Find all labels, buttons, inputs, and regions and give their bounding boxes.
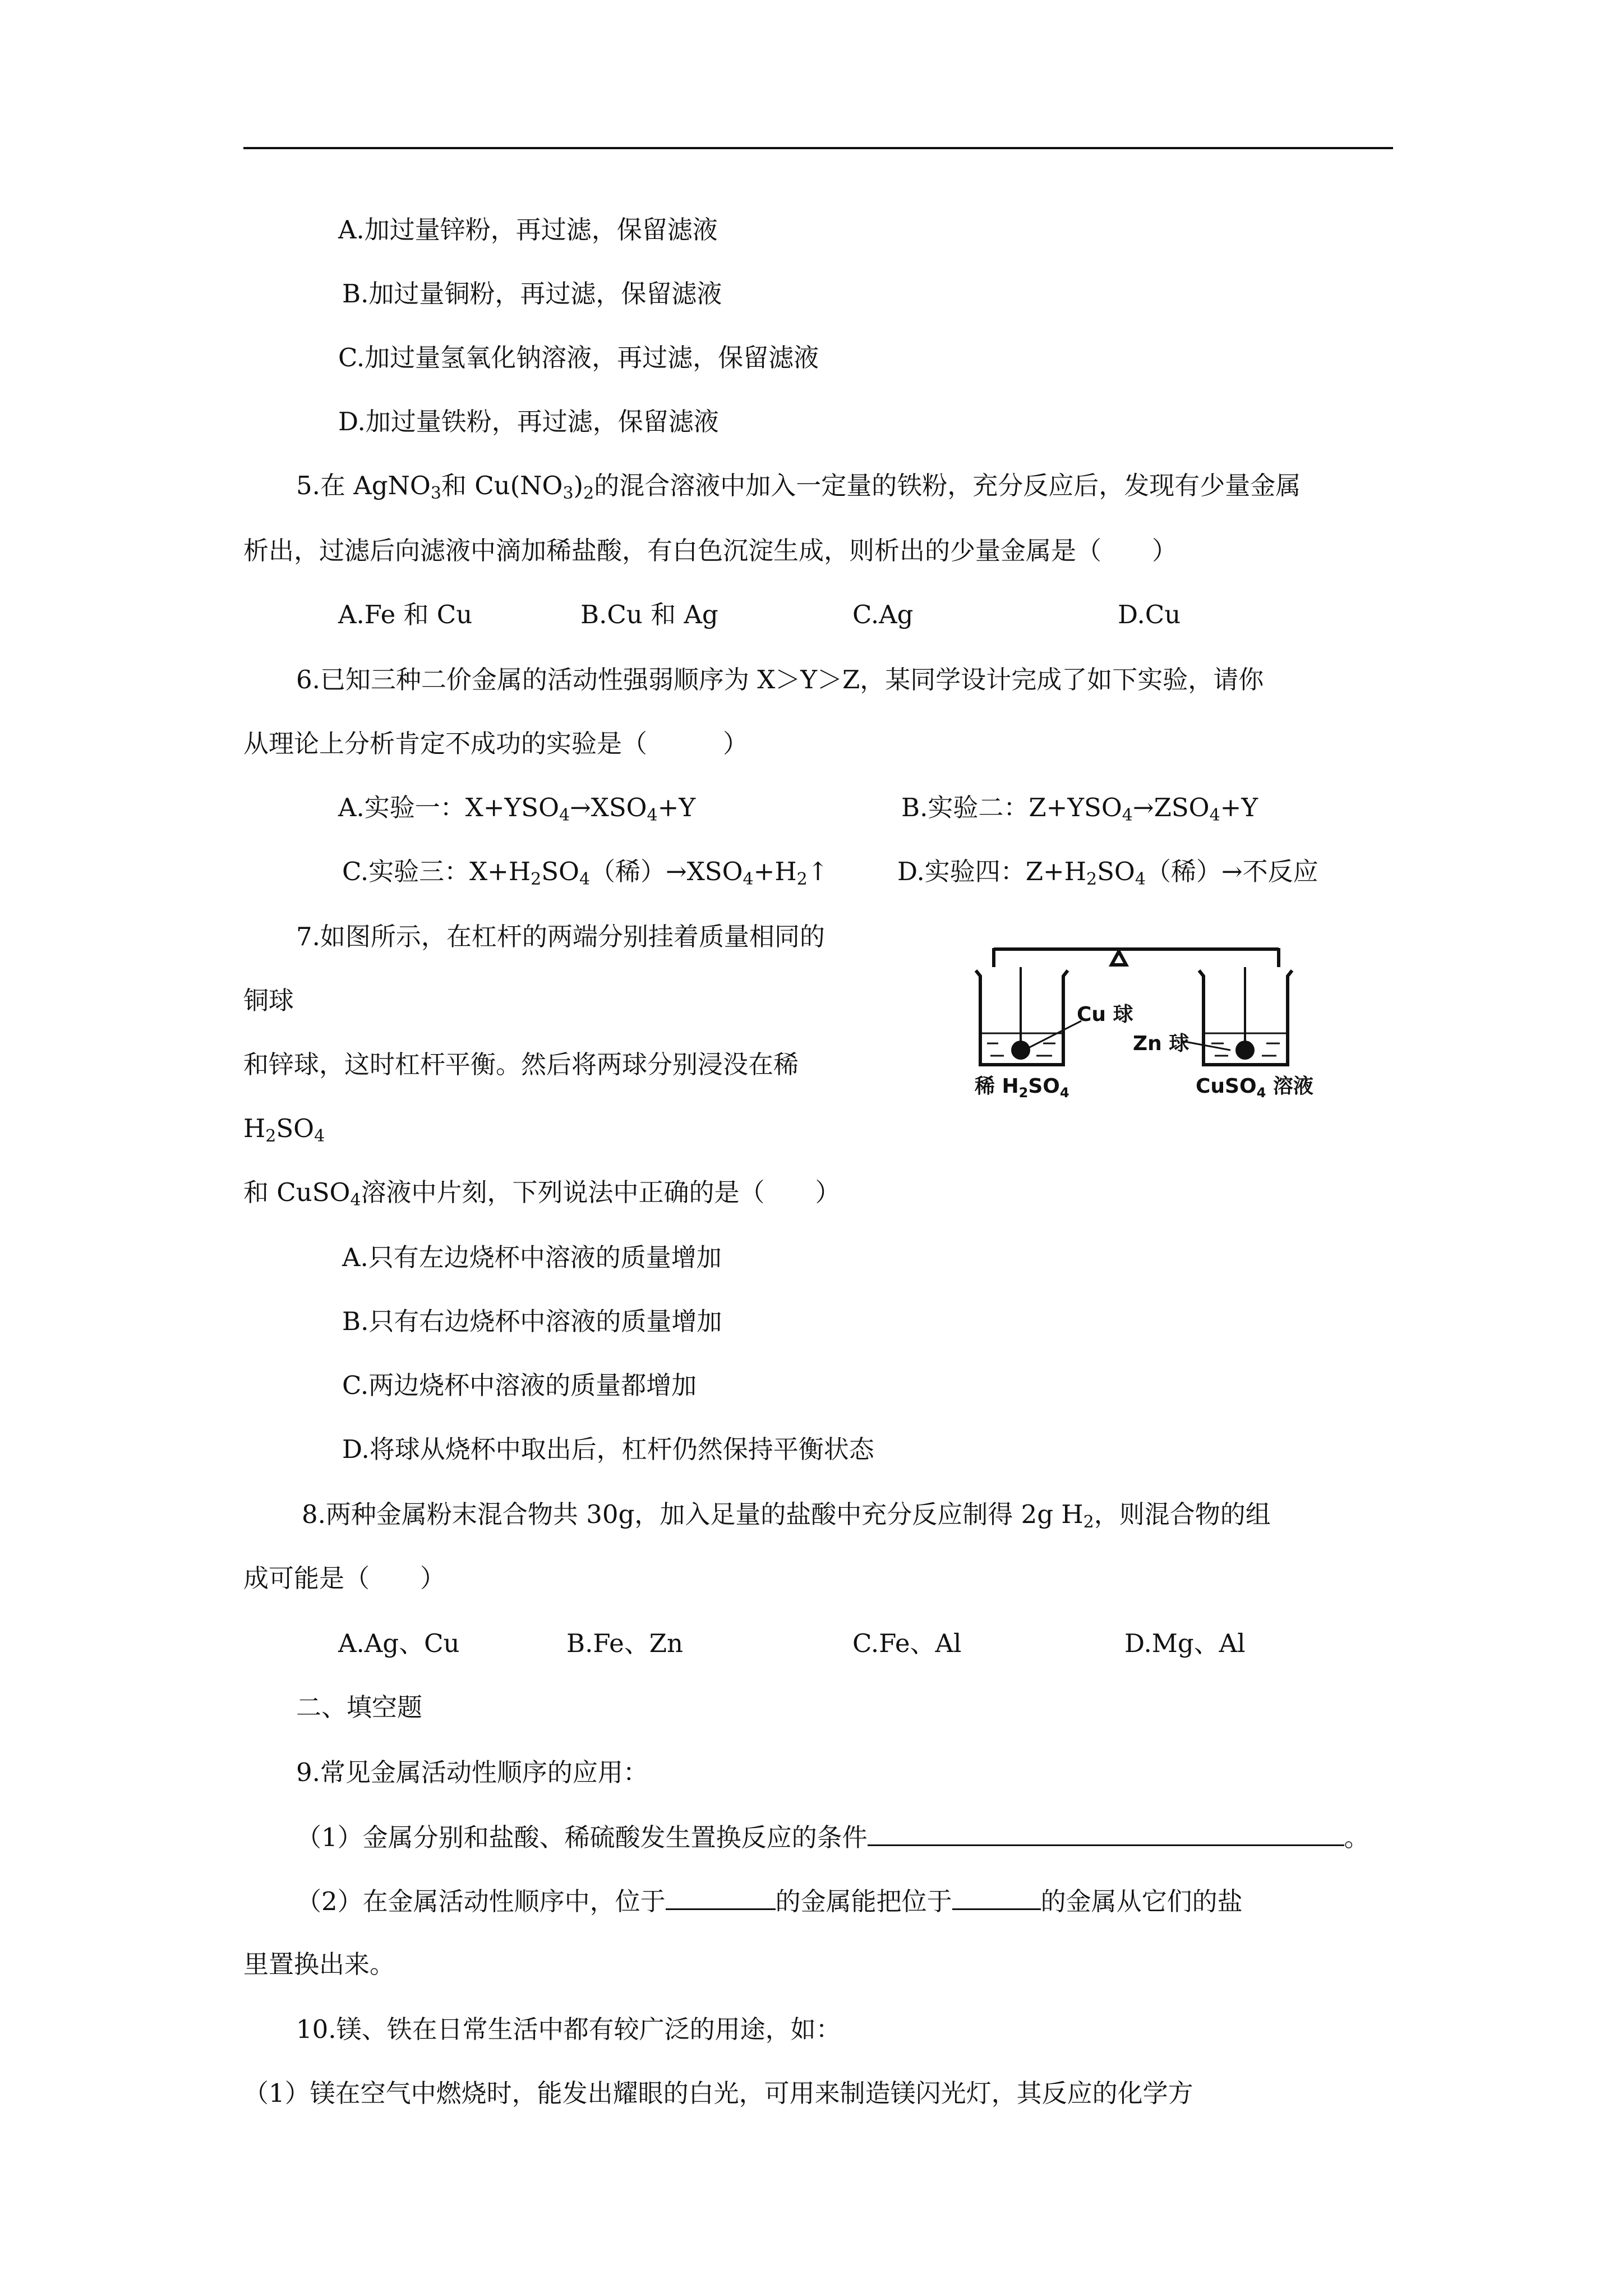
cu-ball [1011,1041,1030,1060]
q5-stem-line1: 5.在 AgNO$_3$和 $Cu(NO_3)_2$的混合溶液中加入一定量的铁粉，充分反应后，发现有少量金属 [296,471,1301,503]
q8-option-b: B.Fe、Zn [566,1628,684,1658]
q6-stem-line1: 6.已知三种二价金属的活动性强弱顺序为 X＞Y＞Z，某同学设计完成了如下实验，请你 [296,665,1264,694]
q5-option-a: A.Fe 和 Cu [338,600,473,629]
q8-stem-line1: 8.两种金属粉末混合物共 30g，加入足量的盐酸中充分反应制得 2g $H_2$，则混合物的组 [302,1499,1271,1532]
zn-ball-label: Zn 球 [1133,1032,1189,1055]
q9-item1-blank[interactable] [868,1820,1344,1846]
q10-title: 10.镁、铁在日常生活中都有较广泛的用途，如： [296,2014,841,2044]
q8-option-d: D.Mg、Al [1124,1628,1246,1658]
lever-beaker-figure [965,931,1329,1133]
q7-option-a: A.只有左边烧杯中溶液的质量增加 [342,1243,722,1272]
q8-stem-line2: 成可能是（ ） [243,1563,446,1593]
q7-stem-line3: 和锌球，这时杠杆平衡。然后将两球分别浸没在稀 [243,1050,799,1079]
q5-option-c: C.Ag [852,600,914,629]
q5-stem-line2: 析出，过滤后向滤液中滴加稀盐酸，有白色沉淀生成，则析出的少量金属是（ ） [243,536,1178,565]
q7-stem-line2: 铜球 [243,986,294,1015]
q6-option-a: A.实验一：$X+YSO_4\to XSO_4+Y$ [338,793,696,825]
section-heading: 二、填空题 [296,1692,423,1722]
q9-item2-line2: 里置换出来。 [243,1949,395,1979]
q8-option-c: C.Fe、Al [852,1628,962,1658]
q6-option-c: C.实验三：$X+H_2SO_4$（稀）$\to XSO_4+H_2↑$ [342,857,829,889]
q7-option-c: C.两边烧杯中溶液的质量都增加 [342,1370,697,1400]
q8-option-a: A.Ag、Cu [338,1628,460,1658]
q9-item1: （1）金属分别和盐酸、稀硫酸发生置换反应的条件 。 [296,1820,1370,1855]
q9-item2-blank1[interactable] [666,1884,776,1910]
q4-option-c: C.加过量氢氧化钠溶液，再过滤，保留滤液 [338,343,819,372]
right-solution-label: CuSO$_4$ 溶液 [1196,1075,1313,1101]
q7-stem-line4: $H_2SO_4$ [243,1114,325,1146]
q9-item2-blank2[interactable] [952,1884,1041,1910]
fulcrum [1112,951,1126,965]
q7-stem-line1: 7.如图所示，在杠杆的两端分别挂着质量相同的 [296,922,825,951]
q4-option-a: A.加过量锌粉，再过滤，保留滤液 [338,215,718,245]
q5-option-b: B.Cu 和 Ag [580,600,718,629]
q9-title: 9.常见金属活动性顺序的应用： [296,1757,648,1787]
lever-diagram [965,931,1329,1133]
q7-stem-line5: 和 CuSO$_4$溶液中片刻，下列说法中正确的是（ ） [243,1177,841,1210]
q5-option-d: D.Cu [1118,600,1181,629]
q6-stem-line2: 从理论上分析肯定不成功的实验是（ ） [243,729,749,758]
q6-option-b: B.实验二：$Z+YSO_4\to ZSO_4+Y$ [901,793,1258,825]
zn-ball [1235,1041,1255,1060]
q7-option-d: D.将球从烧杯中取出后，杠杆仍然保持平衡状态 [342,1434,874,1464]
header-rule [243,147,1393,149]
q7-option-b: B.只有右边烧杯中溶液的质量增加 [342,1306,722,1336]
left-solution-label: 稀 $H_2SO_4$ [975,1075,1069,1101]
q10-item1: （1）镁在空气中燃烧时，能发出耀眼的白光，可用来制造镁闪光灯，其反应的化学方 [243,2078,1193,2108]
q4-option-d: D.加过量铁粉，再过滤，保留滤液 [338,407,719,436]
q4-option-b: B.加过量铜粉，再过滤，保留滤液 [342,279,722,309]
q6-option-d: D.实验四：$Z+H_2SO_4$（稀）→不反应 [897,857,1318,889]
cu-ball-label: Cu 球 [1077,1003,1133,1026]
q9-item2-line1: （2）在金属活动性顺序中，位于 的金属能把位于 的金属从它们的盐 [296,1884,1243,1918]
